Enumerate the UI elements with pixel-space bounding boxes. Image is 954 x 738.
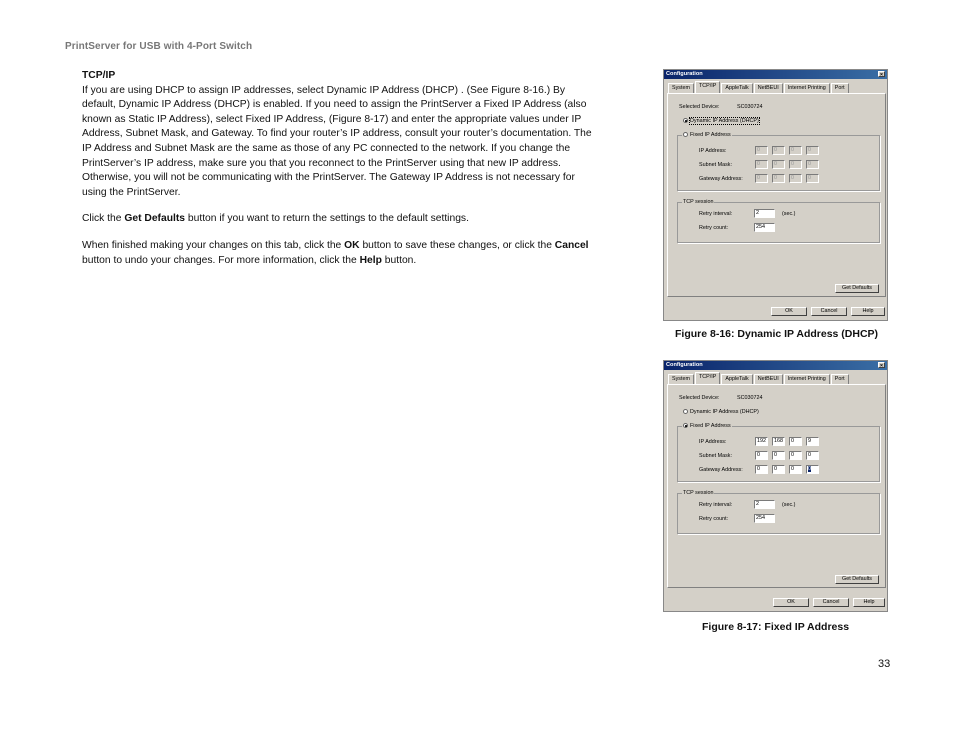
tab-system[interactable]: System [668, 374, 694, 384]
close-icon[interactable]: × [879, 363, 884, 369]
paragraph-get-defaults [82, 212, 592, 227]
gateway-label: Gateway Address: [699, 176, 743, 182]
page-number: 33 [878, 658, 891, 670]
ip-label: IP Address: [699, 439, 727, 445]
radio-icon[interactable] [683, 132, 688, 137]
text: When finished making your changes on this tab, click the [82, 239, 345, 251]
selected-device-value: SC030724 [737, 104, 763, 110]
cancel-button[interactable]: Cancel [813, 598, 849, 607]
ip-octet-2[interactable]: 168 [774, 438, 783, 444]
subnet-octet-1: 0 [755, 160, 768, 169]
gateway-octet-3: 0 [789, 174, 802, 183]
gateway-octet-1: 0 [755, 174, 768, 183]
retry-count-input[interactable]: 254 [754, 514, 775, 523]
gateway-octet-4[interactable] [806, 465, 819, 474]
bold-text: Get Defaults [124, 213, 186, 225]
radio-icon[interactable] [683, 409, 688, 414]
dhcp-label: Dynamic IP Address (DHCP) [690, 409, 759, 415]
figure-caption-1: Figure 8-16: Dynamic IP Address (DHCP) [675, 328, 879, 340]
tab-netbeui[interactable]: NetBEUI [754, 374, 783, 384]
tab-appletalk[interactable]: AppleTalk [721, 83, 752, 93]
gateway-octet-4: 0 [806, 174, 819, 183]
text: Click the [82, 213, 125, 225]
ip-label: IP Address: [699, 148, 727, 154]
tab-strip [668, 83, 850, 93]
help-button[interactable]: Help [853, 598, 885, 607]
tab-internet-printing[interactable]: Internet Printing [784, 83, 830, 93]
title-bar [664, 70, 887, 79]
body-text [82, 69, 592, 280]
retry-count-label: Retry count: [699, 516, 729, 522]
gateway-octet-2[interactable]: 0 [772, 465, 785, 474]
tab-port[interactable]: Port [831, 83, 849, 93]
retry-interval-unit: (sec.) [782, 211, 796, 217]
subnet-octet-2[interactable]: 0 [772, 451, 785, 460]
ok-button[interactable]: OK [771, 307, 807, 316]
tab-panel [667, 93, 886, 297]
selected-device-label: Selected Device: [679, 395, 720, 401]
subnet-octet-4[interactable]: 0 [806, 451, 819, 460]
subnet-octet-3[interactable]: 0 [789, 451, 802, 460]
page-header: PrintServer for USB with 4-Port Switch [65, 41, 253, 52]
radio-icon[interactable] [683, 423, 688, 428]
subnet-octet-4: 0 [806, 160, 819, 169]
dialog-title: Configuration [666, 71, 703, 77]
subnet-label: Subnet Mask: [699, 162, 732, 168]
gateway-octet-2: 0 [772, 174, 785, 183]
get-defaults-button[interactable]: Get Defaults [835, 575, 879, 584]
ip-octet-4[interactable]: 9 [806, 437, 819, 446]
section-title: TCP/IP [82, 70, 116, 81]
tcp-session-label: TCP session [683, 199, 714, 205]
tcp-session-label: TCP session [683, 490, 714, 496]
ip-octet-4: 0 [806, 146, 819, 155]
tab-system[interactable]: System [668, 83, 694, 93]
tcp-session-group [677, 199, 880, 243]
close-icon[interactable]: × [879, 72, 884, 78]
tcp-session-group [677, 490, 880, 534]
gateway-label: Gateway Address: [699, 467, 743, 473]
tab-internet-printing[interactable]: Internet Printing [784, 374, 830, 384]
ip-octet-3[interactable]: 0 [789, 437, 802, 446]
bold-text: Cancel [554, 239, 589, 251]
ip-octet-1[interactable]: 192 [757, 438, 766, 444]
text: button if you want to return the settings to the default settings. [185, 213, 469, 225]
bold-text: Help [359, 254, 382, 266]
selected-device-label: Selected Device: [679, 104, 720, 110]
dhcp-option[interactable] [683, 118, 759, 124]
tab-strip [668, 374, 850, 384]
tab-appletalk[interactable]: AppleTalk [721, 374, 752, 384]
fixed-ip-option[interactable] [682, 423, 732, 429]
dhcp-label: Dynamic IP Address (DHCP) [690, 118, 759, 124]
retry-interval-unit: (sec.) [782, 502, 796, 508]
ip-octet-2: 0 [772, 146, 785, 155]
bold-text: OK [344, 239, 360, 251]
paragraph-tcpip: If you are using DHCP to assign IP addresses, select Dynamic IP Address (DHCP) . (See Figure 8-16.) By default, Dynamic IP Address (DHCP) is enabled. If you need to assign the PrintServer a Fixed IP Address (also known as Static IP Address), select Fixed IP Address, (Figure 8-17) and enter the appropriate values under IP Address, Subnet Mask, and Gateway. To find your router’s IP address, consult your router’s documentation. The IP Address and Subnet Mask are the same as those of any PC connected to the network. If you change the PrintServer’s IP address, make sure you that you reconnect to the PrintServer using that new IP address. Otherwise, you will not be communicating with the PrintServer. The Gateway IP Address is not necessary for using the PrintServer. [82, 84, 592, 198]
config-dialog-dhcp [663, 69, 888, 321]
ok-button[interactable]: OK [773, 598, 809, 607]
subnet-octet-3: 0 [789, 160, 802, 169]
tab-panel [667, 384, 886, 588]
fixed-label: Fixed IP Address [690, 132, 731, 138]
subnet-octet-1[interactable]: 0 [755, 451, 768, 460]
text: button to undo your changes. For more information, click the [82, 254, 360, 266]
ip-octet-1: 0 [755, 146, 768, 155]
ip-octet-3: 0 [789, 146, 802, 155]
fixed-ip-option[interactable] [682, 132, 732, 138]
fixed-ip-group [677, 423, 880, 482]
config-dialog-fixed [663, 360, 888, 612]
title-bar [664, 361, 887, 370]
dhcp-option[interactable] [683, 409, 759, 415]
dialog-title: Configuration [666, 362, 703, 368]
fixed-ip-group [677, 132, 880, 191]
tab-tcpip[interactable]: TCP/IP [695, 372, 720, 384]
help-button[interactable]: Help [851, 307, 885, 316]
text: button. [381, 254, 417, 266]
gateway-octet-1[interactable]: 0 [755, 465, 768, 474]
subnet-octet-2: 0 [772, 160, 785, 169]
tab-netbeui[interactable]: NetBEUI [754, 83, 783, 93]
fixed-label: Fixed IP Address [690, 423, 731, 429]
retry-count-label: Retry count: [699, 225, 729, 231]
tab-port[interactable]: Port [831, 374, 849, 384]
retry-count-input[interactable]: 254 [754, 223, 775, 232]
retry-interval-input[interactable]: 2 [754, 209, 775, 218]
text: button to save these changes, or click the [359, 239, 555, 251]
selected-device-value: SC030724 [737, 395, 763, 401]
paragraph-buttons [82, 239, 592, 268]
retry-interval-label: Retry interval: [699, 502, 733, 508]
selected-text: 0 [808, 466, 811, 472]
cancel-button[interactable]: Cancel [811, 307, 847, 316]
radio-icon[interactable] [683, 118, 688, 123]
get-defaults-button[interactable]: Get Defaults [835, 284, 879, 293]
gateway-octet-3[interactable]: 0 [789, 465, 802, 474]
retry-interval-input[interactable]: 2 [754, 500, 775, 509]
tab-tcpip[interactable]: TCP/IP [695, 81, 720, 93]
figure-caption-2: Figure 8-17: Fixed IP Address [702, 621, 850, 633]
subnet-label: Subnet Mask: [699, 453, 732, 459]
retry-interval-label: Retry interval: [699, 211, 733, 217]
